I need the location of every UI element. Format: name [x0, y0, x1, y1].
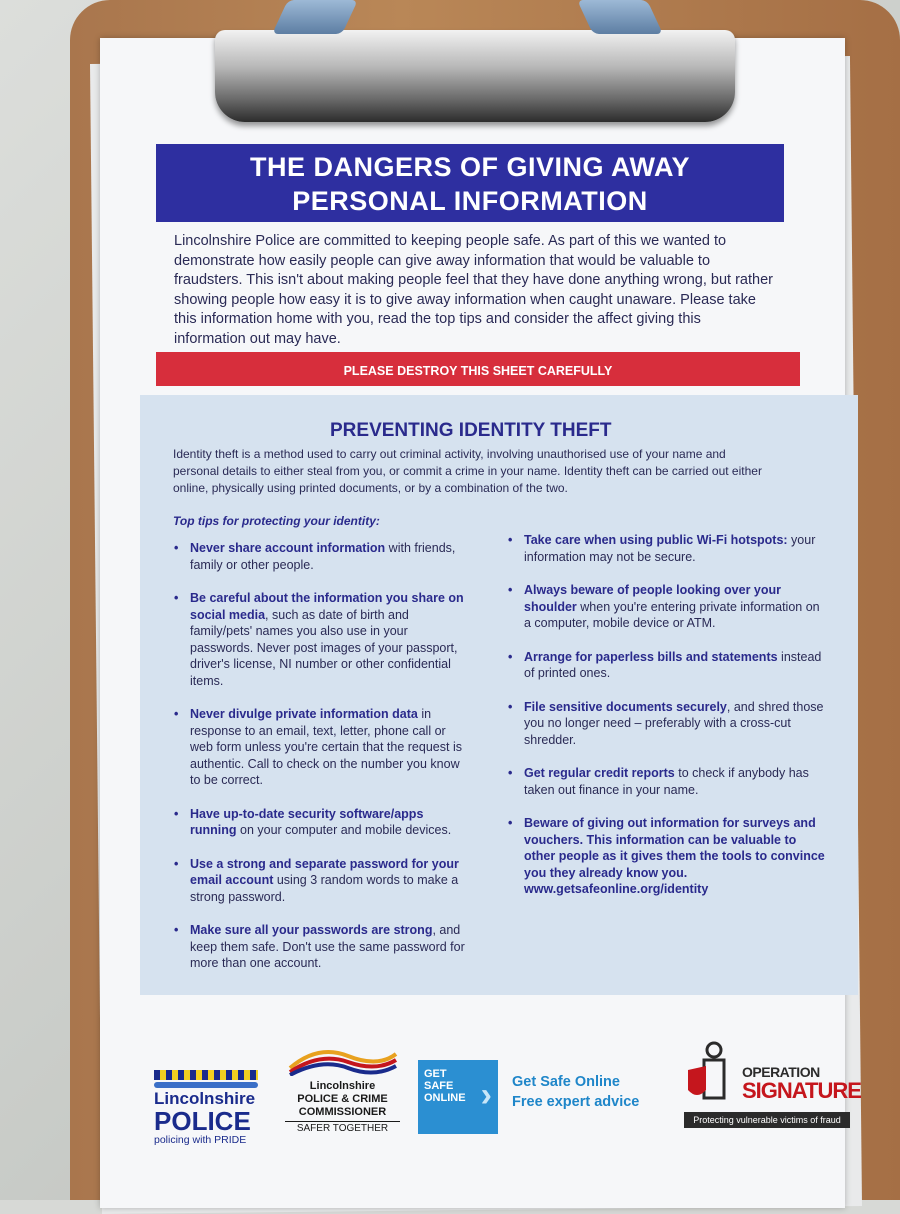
warning-banner: PLEASE DESTROY THIS SHEET CAREFULLY	[156, 352, 800, 386]
list-item: • Take care when using public Wi-Fi hotspots: your information may not be secure.	[508, 532, 828, 565]
get-safe-online-text: Get Safe Online Free expert advice	[512, 1074, 640, 1110]
list-item: • File sensitive documents securely, and shred those you no longer need – preferably with a cross-cut shredder.	[508, 699, 828, 749]
list-item: • Always beware of people looking over your shoulder when you're entering private information on a computer, mobile device or ATM.	[508, 582, 828, 632]
tips-heading: Top tips for protecting your identity:	[173, 514, 380, 528]
get-safe-online-badge: GET SAFE ONLINE ›	[418, 1060, 498, 1134]
lincolnshire-police-logo: Lincolnshire POLICE policing with PRIDE	[154, 1070, 264, 1146]
title-line-1: THE DANGERS OF GIVING AWAY	[249, 152, 691, 182]
footer-logos: Lincolnshire POLICE policing with PRIDE Lincolnshire POLICE & CRIME COMMISSIONER SAFER TOGETHER GET SAFE ONLINE › Get Safe Online Free expert advice OPERATION SIGNATURE Protecting vulnerable victims of fraud	[140, 1030, 858, 1170]
leaflet-title	[156, 144, 784, 222]
pcc-logo: Lincolnshire POLICE & CRIME COMMISSIONER SAFER TOGETHER	[285, 1040, 400, 1135]
list-item: • Beware of giving out information for surveys and vouchers. This information can be valuable to other people as it gives them the tools to convince you they already know you. www.getsafeonline.org/identity	[508, 815, 828, 898]
waves-icon	[288, 1040, 398, 1076]
title-line-2: PERSONAL INFORMATION	[292, 186, 648, 216]
person-shield-icon	[684, 1040, 744, 1110]
tips-list-right	[508, 532, 828, 915]
clipboard-clip[interactable]	[215, 30, 735, 122]
section-intro: Identity theft is a method used to carry out criminal activity, involving unauthorised use of your name and personal details to either steal from you, or commit a crime in your name. Identity theft can be carried out either online, physically using printed documents, or by a combination of the two.	[173, 447, 762, 495]
list-item: • Never divulge private information data in response to an email, text, letter, phone call or web form unless you're certain that the request is authentic. Call to check on the number you know to be correct.	[174, 706, 469, 789]
swoosh-icon	[154, 1082, 258, 1088]
list-item: • Make sure all your passwords are strong, and keep them safe. Don't use the same password for more than one account.	[174, 922, 469, 972]
intro-paragraph: Lincolnshire Police are committed to keeping people safe. As part of this we wanted to demonstrate how easily people can give away information that would be valuable to fraudsters. This isn't about making people feel that they have done anything wrong, but rather showing people how easy it is to give away information when caught unaware. Please take this information home with you, read the top tips and consider the affect giving this information out may have.	[174, 233, 773, 347]
tips-list-left	[174, 540, 469, 989]
chevron-right-icon: ›	[480, 1076, 492, 1114]
list-item: • Use a strong and separate password for your email account using 3 random words to make a strong password.	[174, 856, 469, 906]
section-title: PREVENTING IDENTITY THEFT	[330, 420, 612, 441]
list-item: • Be careful about the information you share on social media, such as date of birth and family/pets' names you also use in your passwords. Never post images of your passport, driver's license, NI number or other confidential items.	[174, 590, 469, 689]
list-item: • Never share account information with friends, family or other people.	[174, 540, 469, 573]
list-item: • Arrange for paperless bills and statements instead of printed ones.	[508, 649, 828, 682]
list-item: • Have up-to-date security software/apps running on your computer and mobile devices.	[174, 806, 469, 839]
list-item: • Get regular credit reports to check if anybody has taken out finance in your name.	[508, 765, 828, 798]
checkered-band-icon	[154, 1070, 258, 1080]
